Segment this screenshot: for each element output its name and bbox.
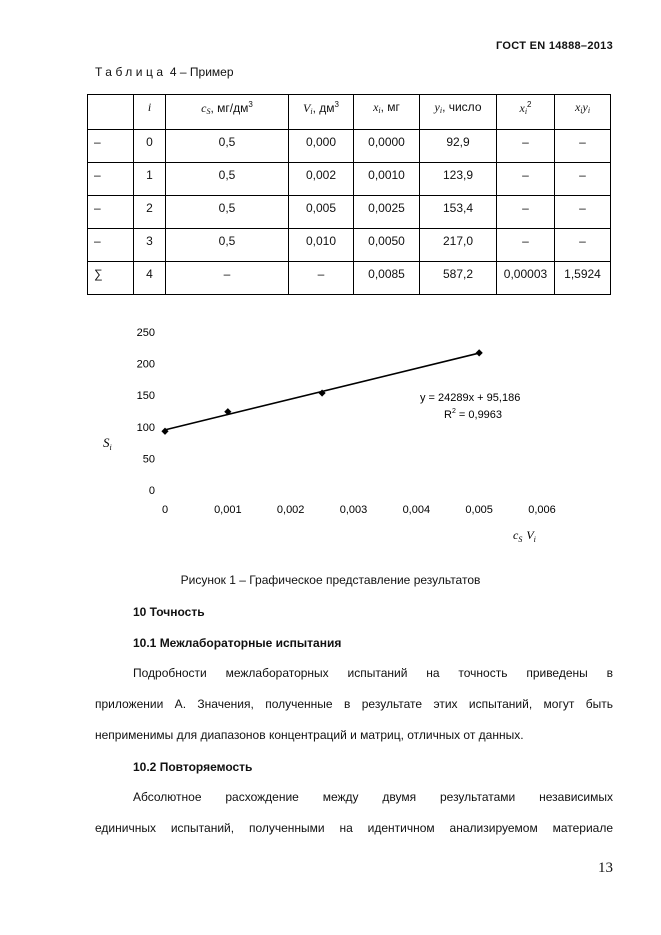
table-cell: 587,2	[420, 262, 497, 295]
table-cell: 153,4	[420, 196, 497, 229]
y-tick-label: 150	[136, 390, 155, 403]
table-cell: 3	[134, 229, 166, 262]
paragraph-interlab	[95, 658, 613, 751]
table-cell: 0,0010	[354, 163, 420, 196]
table-header-row	[88, 95, 611, 130]
table-cell: 0,010	[289, 229, 354, 262]
table-cell: 1,5924	[555, 262, 611, 295]
section-10-heading: 10 Точность	[133, 605, 205, 619]
header-cell-cs: $c_S$, $мг/дм^3$	[166, 95, 289, 130]
page-number: 13	[598, 860, 613, 876]
figure-caption: Рисунок 1 – Графическое представление результатов	[180, 573, 481, 587]
section-10-1-heading: 10.1 Межлабораторные испытания	[133, 636, 342, 650]
header-cell-xi: $x_i$, мг	[354, 95, 420, 130]
table-cell: 0,0085	[354, 262, 420, 295]
table-cell: –	[555, 229, 611, 262]
paragraph-line: Абсолютное расхождение между двумя результатами независимых	[133, 790, 613, 804]
table-cell: 0,5	[166, 196, 289, 229]
table-cell: 0,00003	[497, 262, 555, 295]
table-cell: ∑	[88, 262, 134, 295]
x-tick-label: 0	[161, 504, 169, 516]
x-tick-label: 0,004	[402, 504, 431, 516]
y-axis-label: $S_i$	[103, 435, 112, 452]
table-caption-word: Таблица	[95, 65, 167, 79]
table-cell: 0,002	[289, 163, 354, 196]
paragraph-line: единичных испытаний, полученными на идентичном анализируемом материале	[95, 821, 613, 835]
table-cell: 4	[134, 262, 166, 295]
table-cell: –	[555, 163, 611, 196]
x-tick-label: 0,003	[339, 504, 368, 516]
header-cell-vi: $V_i$, $дм^3$	[289, 95, 354, 130]
y-tick-label: 50	[142, 453, 155, 466]
table-cell: –	[88, 196, 134, 229]
table-cell: 2	[134, 196, 166, 229]
header-cell-i: i	[134, 95, 166, 130]
table-cell: –	[88, 163, 134, 196]
table-cell: –	[497, 196, 555, 229]
table-cell: 0,0050	[354, 229, 420, 262]
x-tick-label: 0,002	[276, 504, 305, 516]
x-tick-label: 0,006	[528, 504, 556, 516]
table-cell: –	[555, 130, 611, 163]
table-cell: 0,5	[166, 163, 289, 196]
header-cell-xi2: $x_i^2$	[497, 95, 555, 130]
table-cell: 0	[134, 130, 166, 163]
table-cell: –	[497, 229, 555, 262]
table-cell: 123,9	[420, 163, 497, 196]
table-row	[88, 262, 611, 295]
x-axis-label: $c_S$ $V_i$	[513, 528, 536, 544]
r-squared-label: $R^2 = 0,9963$	[444, 408, 503, 421]
table-cell: –	[497, 130, 555, 163]
paragraph-line: приложении А. Значения, полученные в результате этих испытаний, могут быть	[95, 697, 613, 711]
paragraph-repeatability	[95, 782, 613, 844]
example-table	[87, 94, 611, 295]
x-tick-label: 0,001	[214, 504, 242, 516]
y-tick-label: 0	[148, 485, 155, 497]
data-point	[476, 349, 483, 356]
table-cell: 217,0	[420, 229, 497, 262]
table-cell: –	[88, 130, 134, 163]
table-caption	[95, 65, 234, 79]
header-cell-yi: $y_i$, число	[420, 95, 497, 130]
results-chart	[95, 320, 565, 555]
paragraph-line: неприменимы для диапазонов концентраций и матриц, отличных от данных.	[95, 728, 524, 742]
y-tick-label: 200	[136, 358, 155, 371]
header-cell-xiyi: $x_iy_i$	[555, 95, 611, 130]
paragraph-line: Подробности межлабораторных испытаний на точность приведены в	[133, 666, 613, 680]
table-cell: 92,9	[420, 130, 497, 163]
table-row	[88, 196, 611, 229]
y-tick-label: 250	[136, 327, 155, 339]
table-cell: –	[289, 262, 354, 295]
x-tick-label: 0,005	[465, 504, 493, 516]
table-row	[88, 163, 611, 196]
table-cell: 0,5	[166, 130, 289, 163]
table-cell: 0,005	[289, 196, 354, 229]
trend-equation: y = 24289x + 95,186	[420, 392, 521, 404]
table-cell: –	[497, 163, 555, 196]
table-cell: 0,0025	[354, 196, 420, 229]
table-cell: –	[166, 262, 289, 295]
table-cell: –	[88, 229, 134, 262]
table-cell: 1	[134, 163, 166, 196]
section-10-2-heading: 10.2 Повторяемость	[133, 760, 253, 774]
standard-header: ГОСТ EN 14888–2013	[495, 40, 613, 52]
header-cell-empty	[88, 95, 134, 130]
table-cell: 0,5	[166, 229, 289, 262]
y-tick-label: 100	[136, 421, 155, 434]
table-row	[88, 229, 611, 262]
table-cell: –	[555, 196, 611, 229]
table-caption-rest: 4 – Пример	[169, 65, 234, 79]
table-cell: 0,0000	[354, 130, 420, 163]
table-cell: 0,000	[289, 130, 354, 163]
table-row	[88, 130, 611, 163]
